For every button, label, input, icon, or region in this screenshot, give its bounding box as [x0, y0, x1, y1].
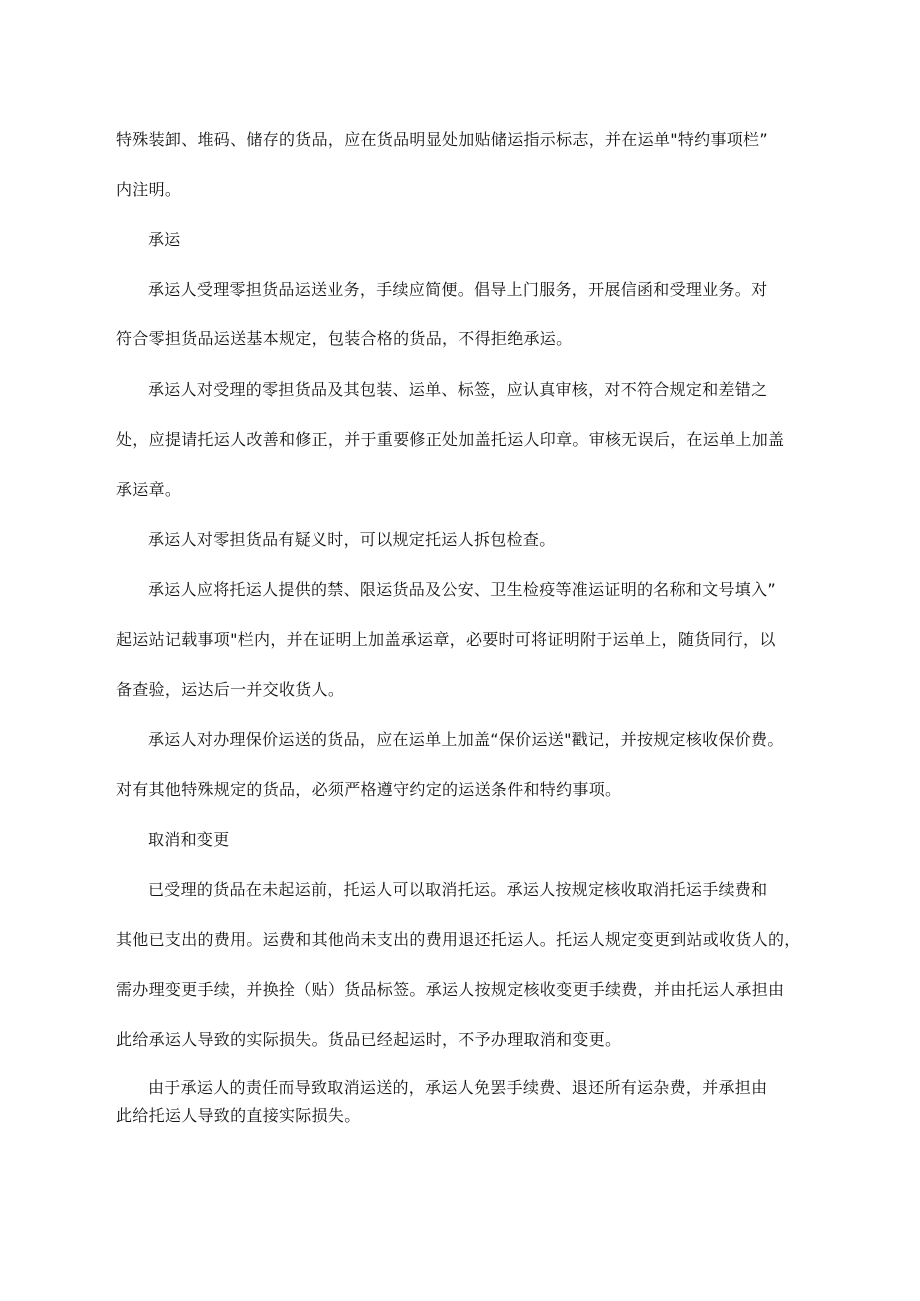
paragraph-line: 备查验，运达后一并交收货人。 [116, 680, 345, 699]
paragraph-line: 承运人应将托运人提供的禁、限运货品及公安、卫生检疫等准运证明的名称和文号填入” [148, 580, 776, 599]
paragraph-line: 处，应提请托运人改善和修正，并于重要修正处加盖托运人印章。审核无误后，在运单上加盖 [116, 430, 785, 449]
paragraph-line: 由于承运人的责任而导致取消运送的，承运人免罢手续费、退还所有运杂费，并承担由 [148, 1078, 768, 1097]
section-heading: 承运 [148, 230, 181, 249]
paragraph-line: 其他已支出的费用。运费和其他尚未支出的费用退还托运人。托运人规定变更到站或收货人的， [116, 930, 801, 949]
section-heading: 取消和变更 [148, 830, 230, 849]
paragraph-line: 承运人对办理保价运送的货品，应在运单上加盖“保价运送"戳记，并按规定核收保价费。 [148, 730, 784, 749]
paragraph-line: 需办理变更手续，并换拴（贴）货品标签。承运人按规定核收变更手续费，并由托运人承担由 [116, 980, 785, 999]
paragraph-line: 对有其他特殊规定的货品，必须严格遵守约定的运送条件和特约事项。 [116, 780, 622, 799]
paragraph-line: 此给托运人导致的直接实际损失。 [116, 1106, 361, 1125]
paragraph-line: 承运人受理零担货品运送业务，手续应简便。倡导上门服务，开展信函和受理业务。对 [148, 280, 768, 299]
paragraph-line: 特殊装卸、堆码、储存的货品，应在货品明显处加贴储运指示标志，并在运单"特约事项栏” [116, 130, 768, 149]
paragraph-line: 承运人对受理的零担货品及其包装、运单、标签，应认真审核，对不符合规定和差错之 [148, 380, 768, 399]
paragraph-line: 已受理的货品在未起运前，托运人可以取消托运。承运人按规定核收取消托运手续费和 [148, 880, 768, 899]
paragraph-line: 承运章。 [116, 480, 182, 499]
paragraph-line: 起运站记载事项"栏内，并在证明上加盖承运章，必要时可将证明附于运单上，随货同行，以 [116, 630, 776, 649]
paragraph-line: 内注明。 [116, 180, 182, 199]
paragraph-line: 此给承运人导致的实际损失。货品已经起运时，不予办理取消和变更。 [116, 1030, 622, 1049]
paragraph-line: 承运人对零担货品有疑义时，可以规定托运人拆包检查。 [148, 530, 556, 549]
paragraph-line: 符合零担货品运送基本规定，包装合格的货品，不得拒绝承运。 [116, 329, 573, 348]
